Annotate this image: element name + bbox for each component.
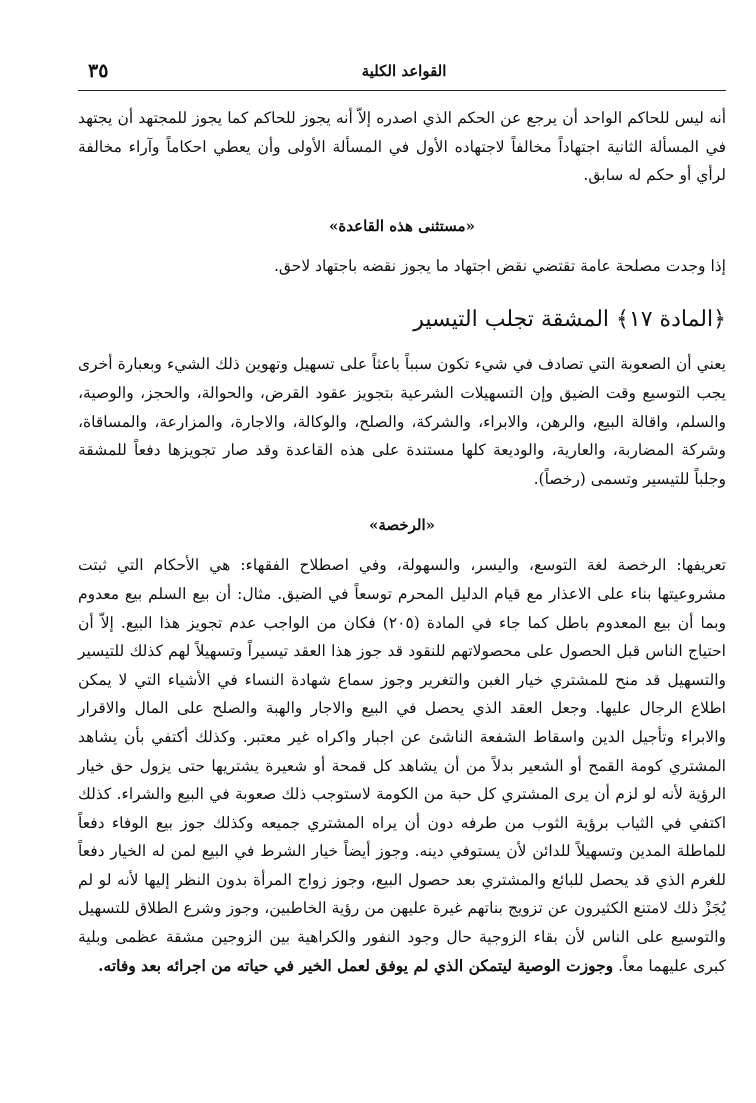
running-title: القواعد الكلية xyxy=(361,62,447,80)
exception-heading: «مستثنى هذه القاعدة» xyxy=(329,216,475,235)
page-number: ٣٥ xyxy=(88,60,109,82)
rukhsa-text: تعريفها: الرخصة لغة التوسع، واليسر، والسهولة، وفي اصطلاح الفقهاء: هي الأحكام التي ثبتت مشروعيتها بناء على الاعذار مع قيام الدليل المحرم توسعاً في الضيق. مثال: أن بيع السلم بيع معدوم وبما أن بيع المعدوم باطل كما جاء في المادة (٢٠٥) فكان من الواجب عدم تجويز هذا البيع. إلاّ أن احتياج الناس قبل الحصول على محصولاتهم للنقود قد جوز هذا العقد تيسيراً وتسهيلاً لهم كذلك للتيسير والتسهيل قد منح للمشتري خيار الغبن والتغرير وجوز سماع شهادة النساء في الأشياء التي لا يمكن اطلاع الرجال عليها. وجعل العقد الذي يحصل في البيع والاجار والهبة والصلح على المال والاقرار والابراء وتأجيل الدين واسقاط الشفعة الناشئ عن اجبار واكراه غير معتبر. وكذلك أكتفي بأن يشاهد المشتري كومة القمح أو الشعير بدلاً من أن يشاهد كل قمحة أو شعيرة يشتريها حتى يزول حق خيار الرؤية لأنه لو لزم أن يرى المشتري كل حبة من الكومة لاستوجب ذلك صعوبة في البيع والشراء. كذلك اكتفي في الثياب برؤية الثوب من طرفه دون أن يراه المشتري جميعه وكذلك جوز بيع الوفاء دفعاً للماطلة المدين وتسهيلاً للدائن لأن يستوفي دينه. وجوز أيضاً خيار الشرط في البيع لمن له الخيار دفعاً للغرم الذي قد يحصل للبائع والمشتري بعد حصول البيع، وجوز زواج المرأة بدون النظر إليها لأنه لو لم يُجَزْ ذلك لامتنع الكثيرون عن تزويج بناتهم غيرة عليهن من رؤية الخاطبين، وجوز وشرع الطلاق للتسهيل والتوسيع على الناس لأن بقاء الزوجية حال وجود النفور والكراهية بين الزوجين مشقة عظمى وبلية كبرى عليهما معاً. xyxy=(78,556,726,975)
article-heading: ﴿المادة ١٧﴾ المشقة تجلب التيسير xyxy=(413,307,726,333)
rukhsa-heading: «الرخصة» xyxy=(368,516,436,535)
page-header xyxy=(88,60,720,84)
rukhsa-paragraph xyxy=(78,551,726,980)
rukhsa-bold-tail: وجوزت الوصية ليتمكن الذي لم يوفق لعمل الخير في حياته من اجرائه بعد وفاته. xyxy=(98,955,614,975)
header-rule xyxy=(78,90,726,91)
exception-paragraph: إذا وجدت مصلحة عامة تقتضي نقض اجتهاد ما يجوز نقضه باجتهاد لاحق. xyxy=(273,256,726,275)
article-paragraph: يعني أن الصعوبة التي تصادف في شيء تكون سبباً باعثاً على تسهيل وتهوين ذلك الشيء وبعبارة أخرى يجب التوسيع وقت الضيق وإن التسهيلات الشرعية بتجويز عقود القرض، والحوالة، والحجز، والوصية، والسلم، واقالة البيع، والرهن، والابراء، والشركة، والصلح، والوكالة، والاجارة، والمزارعة، والمساقاة، وشركة المضاربة، والعارية، والوديعة كلها مستندة على هذه القاعدة وقد صار تجويزها دفعاً للمشقة وجلباً للتيسير وتسمى (رخصاً). xyxy=(78,355,726,488)
page-body xyxy=(78,104,726,980)
intro-paragraph: أنه ليس للحاكم الواحد أن يرجع عن الحكم الذي اصدره إلاّ أنه يجوز للحاكم كما يجوز للمجتهد أن يجتهد في المسألة الثانية اجتهاداً مخالفاً لاجتهاده الأول في المسألة الأولى وأن يعطي احكاماً وآراء مخالفة لرأي أو حكم له سابق. xyxy=(78,109,726,185)
